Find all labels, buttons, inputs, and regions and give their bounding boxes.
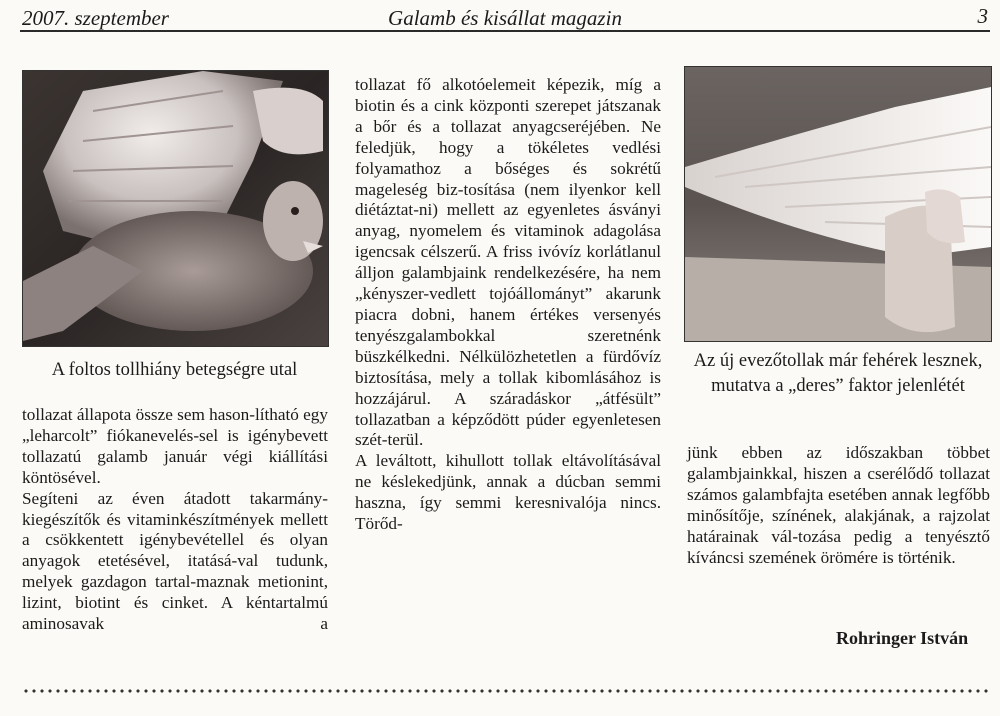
- paragraph: tollazat állapota össze sem hason-lítható egy „leharcolt” fiókanevelés-sel is igénybevett tollazatú galamb január végi kiállítási köntösével.: [22, 405, 328, 487]
- page-number: 3: [977, 4, 988, 28]
- paragraph: Segíteni az éven átadott takarmány-kiegészítők és vitaminkészítmények mellett a csökkentett igénybevétellel és olyan anyagok etetésével, itatásá-val tudunk, melyek gazdagon tartal-maznak metionint, lizint, biotint és cinket. A kéntartalmú aminosavak a: [22, 488, 328, 634]
- photo-caption-2: Az új evezőtollak már fehérek lesznek, mutatva a „deres” faktor jelenlétét: [693, 351, 983, 396]
- paragraph: jünk ebben az időszakban többet galambjainkkal, hiszen a cserélődő tollazat számos galambfajta esetében annak legfőbb minősítője, színének, alakjának, a rajzolat határainak vál-tozása pedig a tenyésztő kíváncsi szemének örömére is történik.: [687, 443, 990, 567]
- magazine-title: Galamb és kisállat magazin: [388, 6, 622, 30]
- page-header: [20, 2, 990, 32]
- paragraph: tollazat fő alkotóelemeit képezik, míg a biotin és a cink központi szerepet játszanak a bőr és a tollazat anyagcseréjében. Ne feledjük, hogy a tökéletes vedlési folyamathoz a bőséges és sokrétű mageleség biz-tosítása (nem ilyenkor kell diétáztat-ni) mellett az egyenletes ásványi anyag, nyomelem és vitaminok adagolása igencsak célszerű. A friss ivóvíz korlátlanul álljon galambjaink rendelkezésére, ha nem „kényszer-vedlett tojóállományt” akarunk piacra dobni, hanem értékes versenyés tenyészgalambokkal szeretnénk büszkélkedni. Nélkülözhetetlen a fürdővíz biztosítása, mely a tollak kibomlásához is hozzájárul. A száradáskor „átfésült” tollazatban a képződött púder egyenletesen szét-terül.: [355, 75, 661, 450]
- article-column-3: [687, 443, 990, 568]
- article-column-1: [22, 405, 328, 635]
- paragraph: A leváltott, kihullott tollak eltávolításával ne késlekedjünk, annak a dúcban semmi haszna, így semmi keresnivalója nincs. Törőd-: [355, 451, 661, 534]
- footer-dotted-rule: [22, 688, 990, 694]
- photo-white-flight-feathers: [684, 66, 992, 342]
- article-author: Rohringer István: [836, 628, 969, 648]
- photo-caption-1: A foltos tollhiány betegségre utal: [51, 360, 298, 380]
- issue-date: 2007. szeptember: [22, 6, 169, 30]
- photo-pigeon-wing-feather-loss: [22, 70, 329, 347]
- article-column-2: [355, 75, 661, 535]
